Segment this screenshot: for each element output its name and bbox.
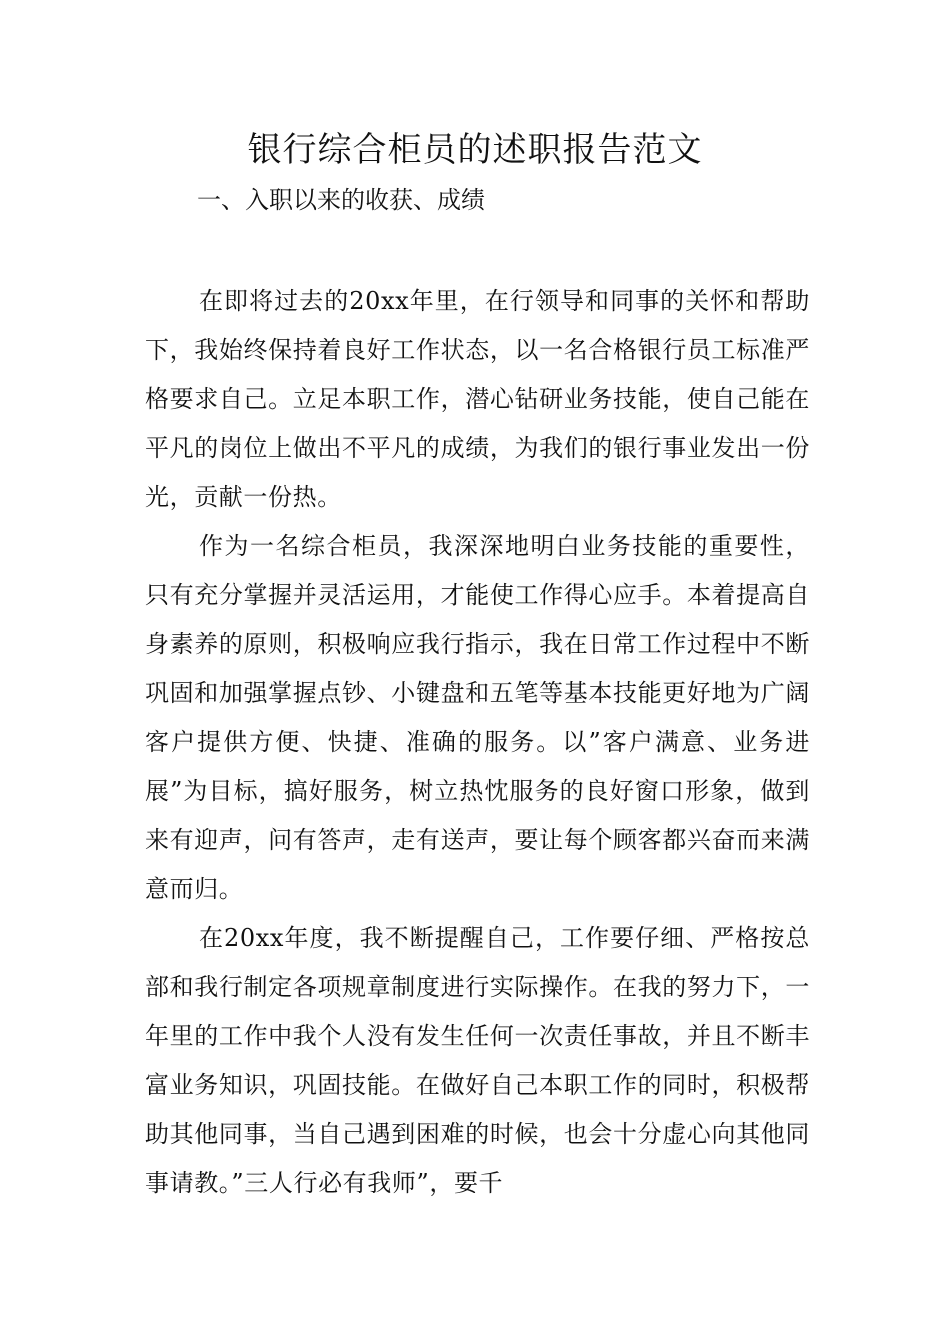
section-heading: 一、入职以来的收获、成绩	[197, 186, 485, 214]
document-body	[145, 277, 810, 1208]
paragraph-3: 在20xx年度，我不断提醒自己，工作要仔细、严格按总部和我行制定各项规章制度进行实际操作。在我的努力下，一年里的工作中我个人没有发生任何一次责任事故，并且不断丰富业务知识，巩固技能。在做好自己本职工作的同时，积极帮助其他同事，当自己遇到困难的时候，也会十分虚心向其他同事请教。”三人行必有我师”，要千	[145, 924, 810, 1197]
paragraph-1: 在即将过去的20xx年里，在行领导和同事的关怀和帮助下，我始终保持着良好工作状态，以一名合格银行员工标准严格要求自己。立足本职工作，潜心钻研业务技能，使自己能在平凡的岗位上做出不平凡的成绩，为我们的银行事业发出一份光，贡献一份热。	[145, 287, 810, 511]
paragraph-2: 作为一名综合柜员，我深深地明白业务技能的重要性，只有充分掌握并灵活运用，才能使工作得心应手。本着提高自身素养的原则，积极响应我行指示，我在日常工作过程中不断巩固和加强掌握点钞、小键盘和五笔等基本技能更好地为广阔客户提供方便、快捷、准确的服务。以”客户满意、业务进展”为目标，搞好服务，树立热忱服务的良好窗口形象，做到来有迎声，问有答声，走有送声，要让每个顾客都兴奋而来满意而归。	[145, 532, 810, 903]
document-title: 银行综合柜员的述职报告范文	[247, 130, 703, 170]
